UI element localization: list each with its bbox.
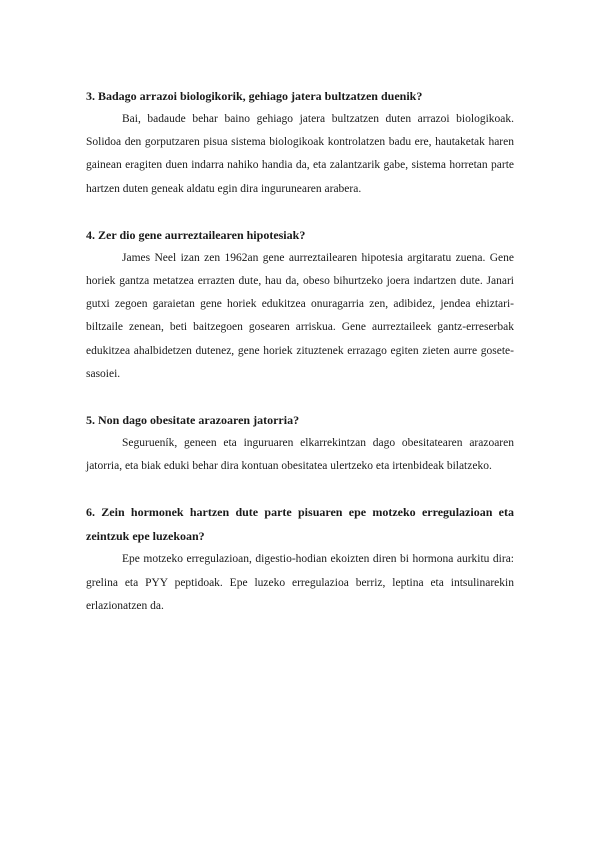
section-heading: 4. Zer dio gene aurreztailearen hipotesiak? [86,227,306,242]
section-paragraph: James Neel izan zen 1962an gene aurreztailearen hipotesia argitaratu zuena. Gene horiek gantza metatzea errazten dute, hau da, obeso bihurtzeko joera indartzen dute. Janari gutxi zegoen garaietan gene horiek edukitzea onuragarria zen, adibidez, jendea ehiztari-biltzaile zenean, beti baitzegoen gosearen arriskua. Gene aurreztaileek gantz-erreserbak edukitzea ahalbidetzen dutenez, gene horiek zituztenek errazago egiten zieten aurre gosete-sasoiei. [86,251,514,380]
document-page [86,84,514,618]
section-paragraph: Bai, badaude behar baino gehiago jatera bultzatzen duten arrazoi biologikoak. Solidoa den gorputzaren pisua sistema biologikoak kontrolatzen badu ere, hautaketak haren gainean eragiten duen indarra nahiko handia da, eta zalantzarik gabe, sistema horretan parte hartzen duten geneak aldatu egin dira ingurunearen arabera. [86,113,514,195]
section-heading: 6. Zein hormonek hartzen dute parte pisuaren epe motzeko erregulazioan eta zeintzuk epe luzekoan? [86,505,514,544]
section-heading: 5. Non dago obesitate arazoaren jatorria? [86,413,300,428]
section-4 [86,223,514,386]
section-3 [86,84,514,201]
section-5 [86,408,514,478]
section-heading: 3. Badago arrazoi biologikorik, gehiago jatera bultzatzen duenik? [86,89,423,103]
section-6 [86,500,514,618]
section-paragraph: Epe motzeko erregulazioan, digestio-hodian ekoizten diren bi hormona aurkitu dira: grelina eta PYY peptidoak. Epe luzeko erregulazioa berriz, leptina eta intsulinarekin erlazionatzen da. [86,553,514,612]
section-paragraph: Segurueník, geneen eta inguruaren elkarrekintzan dago obesitatearen arazoaren jatorria, eta biak eduki behar dira kontuan obesitatea ulertzeko eta irtenbideak bilatzeko. [86,437,514,473]
